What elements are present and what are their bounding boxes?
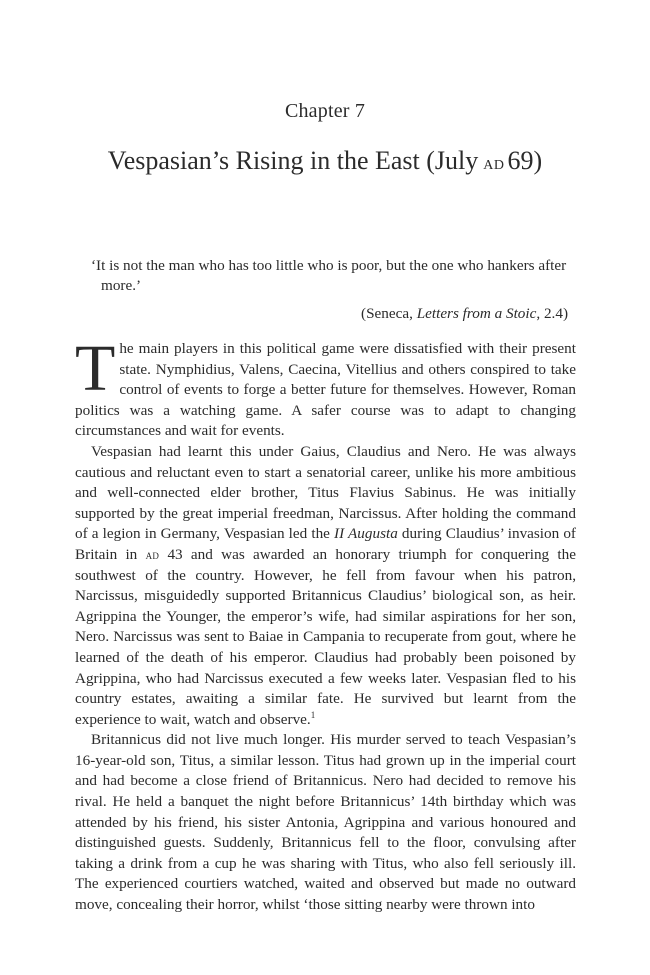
epigraph-quote: ‘It is not the man who has too little who is poor, but the one who hankers after more.’ — [91, 257, 567, 294]
epigraph — [91, 256, 576, 324]
era-marker: ad — [145, 546, 160, 562]
paragraph-1 — [75, 332, 576, 442]
epigraph-cite-close: , 2.4) — [536, 305, 568, 322]
epigraph-cite-open: (Seneca, — [361, 305, 417, 322]
legion-name: II Augusta — [334, 525, 398, 543]
paragraph-1-text: he main players in this political game were dissatisfied with their present state. Nymphidius, Valens, Caecina, Vitellius and others conspired to take control of events to forge a better future for themselves. However, Roman politics was a watching game. A safer course was to adapt to changing circumstances and wait for events. — [75, 340, 576, 440]
footnote-marker[interactable]: 1 — [310, 709, 316, 720]
chapter-title-main: Vespasian’s Rising in the East (July — [107, 146, 479, 175]
paragraph-3: Britannicus did not live much longer. His murder served to teach Vespasian’s 16-year-old son, Titus, a similar lesson. Titus had grown up in the imperial court and had become a close friend of Britannicus. Nero had decided to remove his rival. He held a banquet the night before Britannicus’ 14th birthday which was attended by his friend, his sister Antonia, Agrippina and various honoured and distinguished guests. Suddenly, Britannicus fell to the floor, convulsing after taking a drink from a cup he was sharing with Titus, who also fell seriously ill. The experienced courtiers watched, waited and observed but made no outward move, concealing their horror, whilst ‘those sitting nearby were thrown into — [75, 731, 576, 914]
chapter-label: Chapter 7 — [284, 100, 366, 122]
paragraph-2-part-3: 43 and was awarded an honorary triumph for conquering the southwest of the country. However, he fell from favour when his patron, Narcissus, misguidedly supported Britannicus Claudius’ biological son, as heir. Agrippina the Younger, the emperor’s wife, had similar aspirations for her son, Nero. Narcissus was sent to Baiae in Campania to recuperate from gout, where he learned of the death of his emperor. Claudius had probably been poisoned by Agrippina, who had Narcissus executed a few weeks later. Vespasian fled to his country estates, awaiting a similar fate. He survived but learnt from the experience to wait, watch and observe. — [75, 545, 576, 728]
chapter-title — [0, 146, 650, 176]
epigraph-cite-work: Letters from a Stoic — [416, 305, 537, 322]
paragraph-2 — [75, 442, 576, 730]
paragraph-2-part-1: Vespasian had learnt this under Gaius, Claudius and Nero. He was always cautious and reluctant even to start a senatorial career, unlike his more ambitious and well-connected elder brother, Titus Flavius Sabinus. He was initially supported by the great imperial freedman, Narcissus. After holding the command of a legion in Germany, Vespasian led the — [75, 442, 576, 543]
drop-cap: T — [75, 332, 116, 405]
chapter-title-era: ad — [483, 152, 505, 174]
body-text — [75, 332, 576, 916]
chapter-title-year: 69) — [507, 146, 543, 175]
epigraph-citation — [91, 304, 576, 324]
paragraph-2-part-2: during Claudius’ invasion of Britain in — [75, 525, 576, 563]
